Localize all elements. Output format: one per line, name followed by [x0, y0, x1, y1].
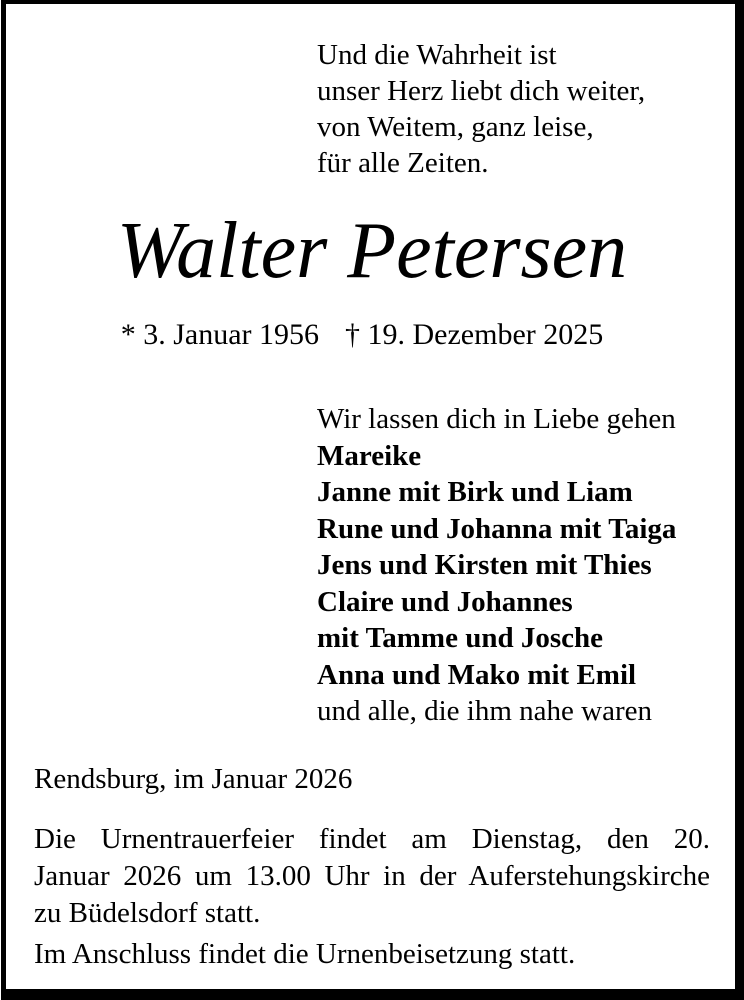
death-cross-symbol: †	[345, 318, 361, 351]
place-and-date-line: Rendsburg, im Januar 2026	[34, 763, 353, 795]
service-info-line: Die Urnentrauerfeier findet am Dienstag, den 20.	[34, 823, 710, 855]
birth-date: 3. Januar 1956	[143, 318, 320, 351]
service-info-line: zu Büdelsdorf statt.	[34, 897, 261, 929]
burial-info-line: Im Anschluss findet die Urnenbeisetzung statt.	[34, 938, 576, 970]
deceased-name: Walter Petersen	[116, 207, 628, 295]
mourner-name: Anna und Mako mit Emil	[317, 658, 637, 691]
death-date-group	[345, 318, 603, 351]
death-date: 19. Dezember 2025	[367, 318, 604, 351]
birth-date-group	[121, 318, 319, 351]
mourners-intro: Wir lassen dich in Liebe gehen	[317, 403, 676, 435]
verse-line: für alle Zeiten.	[317, 147, 489, 179]
birth-asterisk-symbol: *	[120, 318, 136, 351]
verse-line: Und die Wahrheit ist	[317, 39, 557, 71]
mourner-name: Jens und Kirsten mit Thies	[317, 549, 652, 581]
mourner-name: Mareike	[317, 439, 422, 472]
verse-line: von Weitem, ganz leise,	[317, 111, 594, 143]
life-dates	[0, 316, 724, 354]
mourners-outro: und alle, die ihm nahe waren	[317, 695, 652, 727]
funeral-service-info	[34, 821, 710, 932]
mourners-list	[317, 401, 676, 730]
memorial-verse	[317, 37, 645, 181]
verse-line: unser Herz liebt dich weiter,	[317, 75, 646, 107]
mourner-name: Janne mit Birk und Liam	[317, 476, 633, 508]
service-info-line: Januar 2026 um 13.00 Uhr in der Auferstehungskirche	[34, 860, 710, 892]
mourner-name: Rune und Johanna mit Taiga	[317, 512, 677, 545]
mourner-name: mit Tamme und Josche	[317, 622, 604, 654]
mourner-name: Claire und Johannes	[317, 585, 573, 618]
